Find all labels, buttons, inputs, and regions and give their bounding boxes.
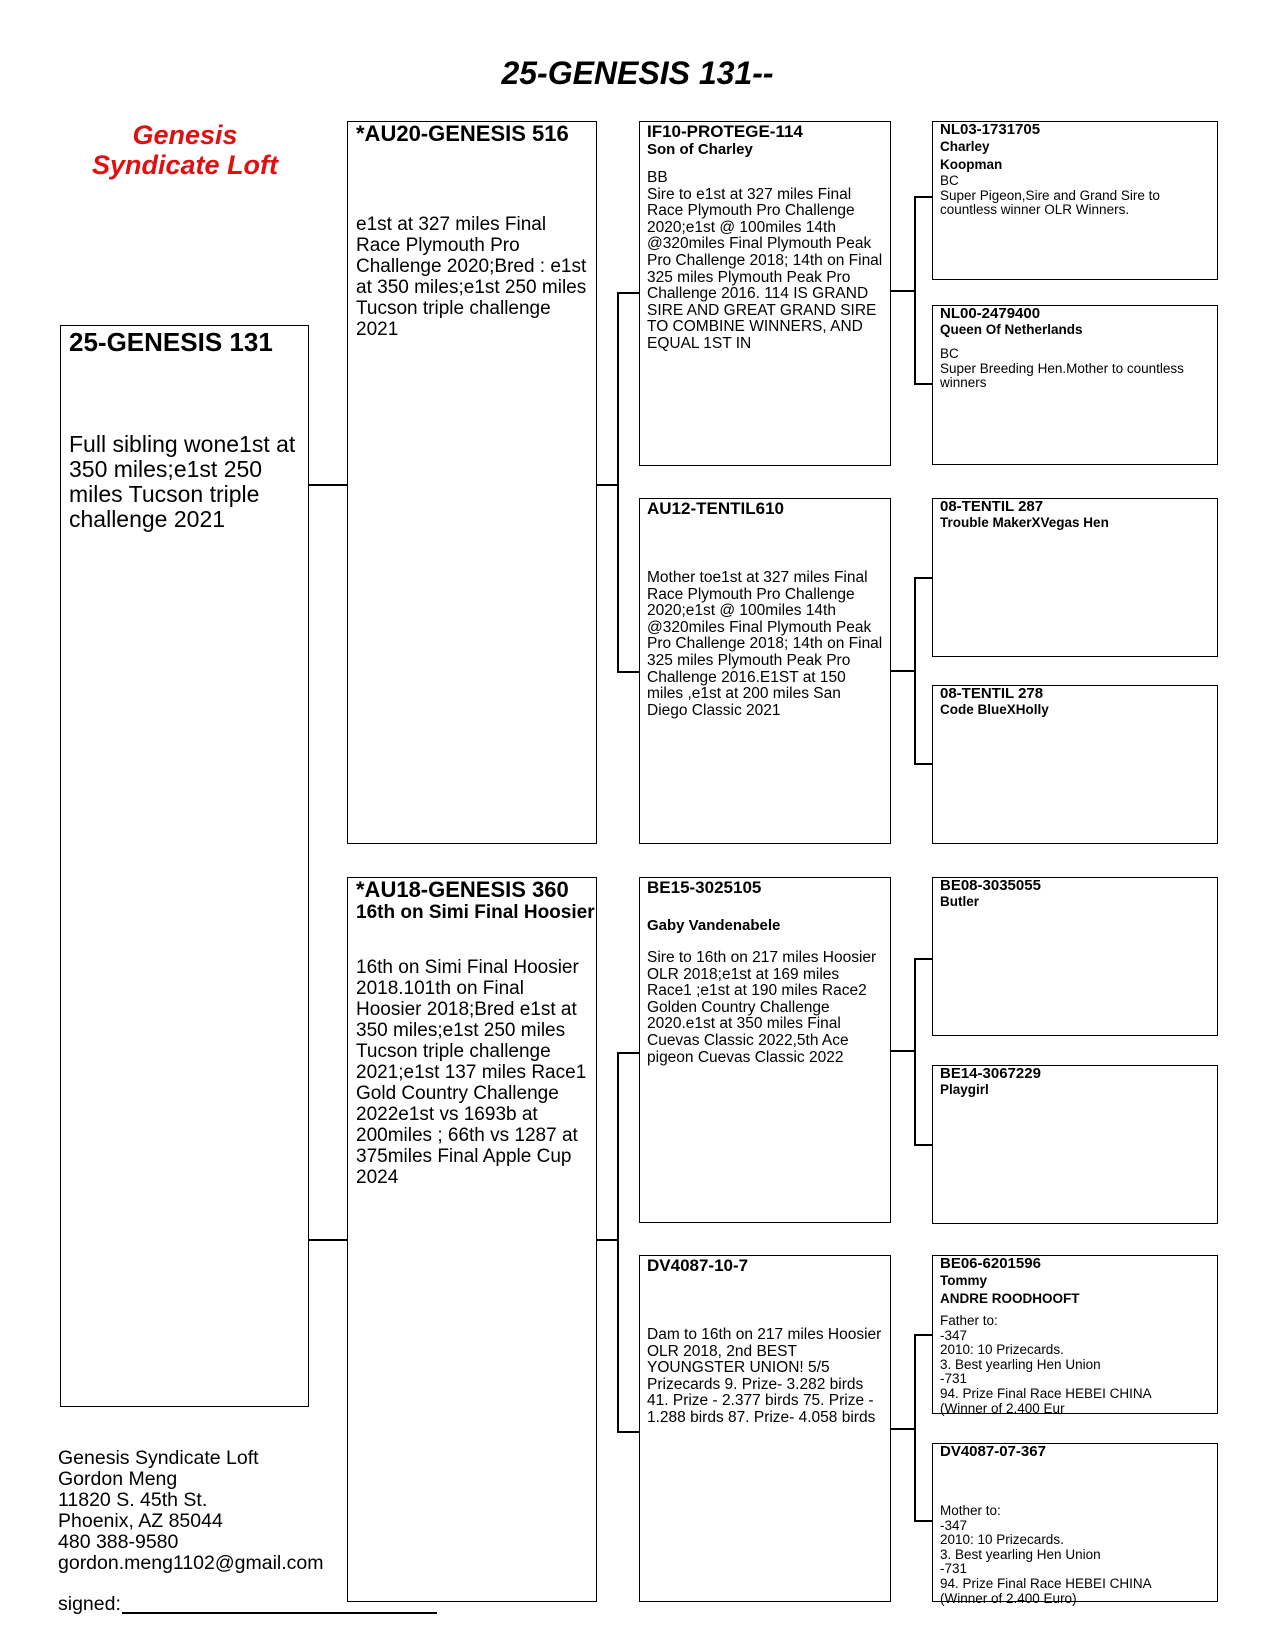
great-grandparent-box-8 <box>932 1443 1218 1606</box>
connector-line <box>891 1428 916 1430</box>
subject-box <box>60 325 309 1407</box>
great-grandparent-box-1 <box>932 121 1218 280</box>
granddam-dam-box <box>639 1255 891 1602</box>
pedigree-title: 25-GENESIS 131-- <box>501 55 774 91</box>
great-grandparent-name: Queen Of Netherlands <box>940 322 1083 337</box>
grandparent-id: AU12-TENTIL610 <box>647 499 784 518</box>
connector-line <box>617 1052 639 1054</box>
connector-line <box>914 1520 932 1522</box>
great-grandparent-name: Trouble MakerXVegas Hen <box>940 515 1109 530</box>
great-grandparent-box-5 <box>932 877 1218 1036</box>
connector-line <box>914 958 916 1146</box>
connector-line <box>617 1431 639 1433</box>
great-grandparent-box-6 <box>932 1065 1218 1224</box>
great-grandparent-id: 08-TENTIL 278 <box>940 685 1044 702</box>
connector-line <box>891 290 916 292</box>
connector-line <box>914 196 916 385</box>
contact-phone: 480 388-9580 <box>58 1531 179 1553</box>
sire-id: *AU20-GENESIS 516 <box>356 121 569 146</box>
grandparent-id: DV4087-10-7 <box>647 1256 749 1275</box>
connector-line <box>914 577 916 765</box>
great-grandparent-id: BE14-3067229 <box>940 1065 1041 1082</box>
grandparent-id: BE15-3025105 <box>647 878 762 897</box>
great-grandparent-box-7 <box>932 1255 1218 1414</box>
connector-line <box>309 1239 347 1241</box>
dam-box <box>347 877 597 1602</box>
great-grandparent-description: BC Super Breeding Hen.Mother to countless winners <box>940 346 1184 391</box>
grandparent-name: Gaby Vandenabele <box>647 917 781 934</box>
subject-id: 25-GENESIS 131 <box>69 327 273 357</box>
connector-line <box>597 1239 619 1241</box>
contact-info <box>58 1448 324 1574</box>
great-grandparent-id: 08-TENTIL 287 <box>940 498 1044 515</box>
dam-subtitle: 16th on Simi Final Hoosier <box>356 902 595 923</box>
great-grandparent-description: Mother to: -347 2010: 10 Prizecards. 3. Best yearling Hen Union -731 94. Prize Final Race HEBEI CHINA (Winner of 2.400 Euro) <box>940 1503 1152 1606</box>
contact-name: Gordon Meng <box>58 1468 178 1490</box>
brand-line-2: Syndicate Loft <box>91 150 279 180</box>
connector-line <box>914 763 932 765</box>
connector-line <box>891 1050 916 1052</box>
grandparent-description: BB Sire to e1st at 327 miles Final Race Plymouth Pro Challenge 2020;e1st @ 100miles 14th @320miles Final Plymouth Peak Pro Challenge 2018; 14th on Final 325 miles Plymouth Peak Pro Challenge 2016. 114 IS GRAND SIRE AND GREAT GRAND SIRE TO COMBINE WINNERS, AND EQUAL 1ST IN <box>647 169 883 352</box>
grandparent-name: Son of Charley <box>647 141 753 158</box>
great-grandparent-description: BC Super Pigeon,Sire and Grand Sire to countless winner OLR Winners. <box>940 173 1160 218</box>
connector-line <box>309 484 347 486</box>
great-grandparent-box-4 <box>932 685 1218 844</box>
dam-description: 16th on Simi Final Hoosier 2018.101th on Final Hoosier 2018;Bred e1st at 350 miles;e1st 250 miles Tucson triple challenge 2021;e1st 137 miles Race1 Gold Country Challenge 2022e1st vs 1693b at 200miles ; 66th vs 1287 at 375miles Final Apple Cup 2024 <box>356 957 587 1188</box>
brand-line-1: Genesis <box>132 120 238 150</box>
brand-logo-text <box>70 120 300 180</box>
great-grandparent-description: Father to: -347 2010: 10 Prizecards. 3. Best yearling Hen Union -731 94. Prize Final Race HEBEI CHINA (Winner of 2.400 Eur <box>940 1313 1152 1416</box>
signed-label: signed: <box>58 1593 121 1615</box>
contact-email: gordon.meng1102@gmail.com <box>58 1552 324 1574</box>
grandparent-description: Dam to 16th on 217 miles Hoosier OLR 2018, 2nd BEST YOUNGSTER UNION! 5/5 Prizecards 9. Prize- 3.282 birds 41. Prize - 2.377 birds 75. Prize - 1.288 birds 87. Prize- 4.058 birds <box>647 1326 882 1426</box>
dam-id: *AU18-GENESIS 360 <box>356 877 569 902</box>
subject-description: Full sibling wone1st at 350 miles;e1st 250 miles Tucson triple challenge 2021 <box>69 431 296 532</box>
connector-line <box>914 1334 932 1336</box>
great-grandparent-name: Charley Koopman <box>940 139 1003 172</box>
great-grandparent-id: BE08-3035055 <box>940 877 1041 894</box>
contact-loft: Genesis Syndicate Loft <box>58 1447 259 1469</box>
grandparent-description: Sire to 16th on 217 miles Hoosier OLR 2018;e1st at 169 miles Race1 ;e1st at 190 miles Race2 Golden Country Challenge 2020.e1st at 350 miles Final Cuevas Classic 2022,5th Ace pigeon Cuevas Classic 2022 <box>647 949 877 1066</box>
great-grandparent-name: Code BlueXHolly <box>940 702 1049 717</box>
grandsire-sire-box <box>639 121 891 466</box>
connector-line <box>914 577 932 579</box>
great-grandparent-id: BE06-6201596 <box>940 1255 1041 1272</box>
contact-city: Phoenix, AZ 85044 <box>58 1510 223 1532</box>
connector-line <box>597 484 619 486</box>
signature-line <box>122 1612 437 1614</box>
sire-description: e1st at 327 miles Final Race Plymouth Pro Challenge 2020;Bred : e1st at 350 miles;e1st 250 miles Tucson triple challenge 2021 <box>356 214 587 340</box>
great-grandparent-name: Playgirl <box>940 1082 989 1097</box>
grandparent-id: IF10-PROTEGE-114 <box>647 122 803 141</box>
connector-line <box>617 292 639 294</box>
granddam-sire-box <box>639 498 891 844</box>
sire-box <box>347 121 597 844</box>
connector-line <box>914 383 932 385</box>
connector-line <box>617 1052 619 1433</box>
great-grandparent-box-2 <box>932 305 1218 465</box>
great-grandparent-box-3 <box>932 498 1218 657</box>
great-grandparent-name: Butler <box>940 894 980 909</box>
great-grandparent-name: Tommy ANDRE ROODHOOFT <box>940 1273 1080 1306</box>
grandparent-description: Mother toe1st at 327 miles Final Race Plymouth Pro Challenge 2020;e1st @ 100miles 14th @320miles Final Plymouth Peak Pro Challenge 2018; 14th on Final 325 miles Plymouth Peak Pro Challenge 2016.E1ST at 150 miles ,e1st at 200 miles San Diego Classic 2021 <box>647 569 883 719</box>
connector-line <box>914 1334 916 1522</box>
connector-line <box>617 671 639 673</box>
contact-street: 11820 S. 45th St. <box>58 1489 208 1511</box>
connector-line <box>891 670 916 672</box>
connector-line <box>914 958 932 960</box>
great-grandparent-id: DV4087-07-367 <box>940 1443 1046 1460</box>
connector-line <box>617 292 619 673</box>
grandsire-dam-box <box>639 877 891 1223</box>
connector-line <box>914 1144 932 1146</box>
connector-line <box>914 196 932 198</box>
great-grandparent-id: NL00-2479400 <box>940 305 1041 322</box>
great-grandparent-id: NL03-1731705 <box>940 121 1041 138</box>
